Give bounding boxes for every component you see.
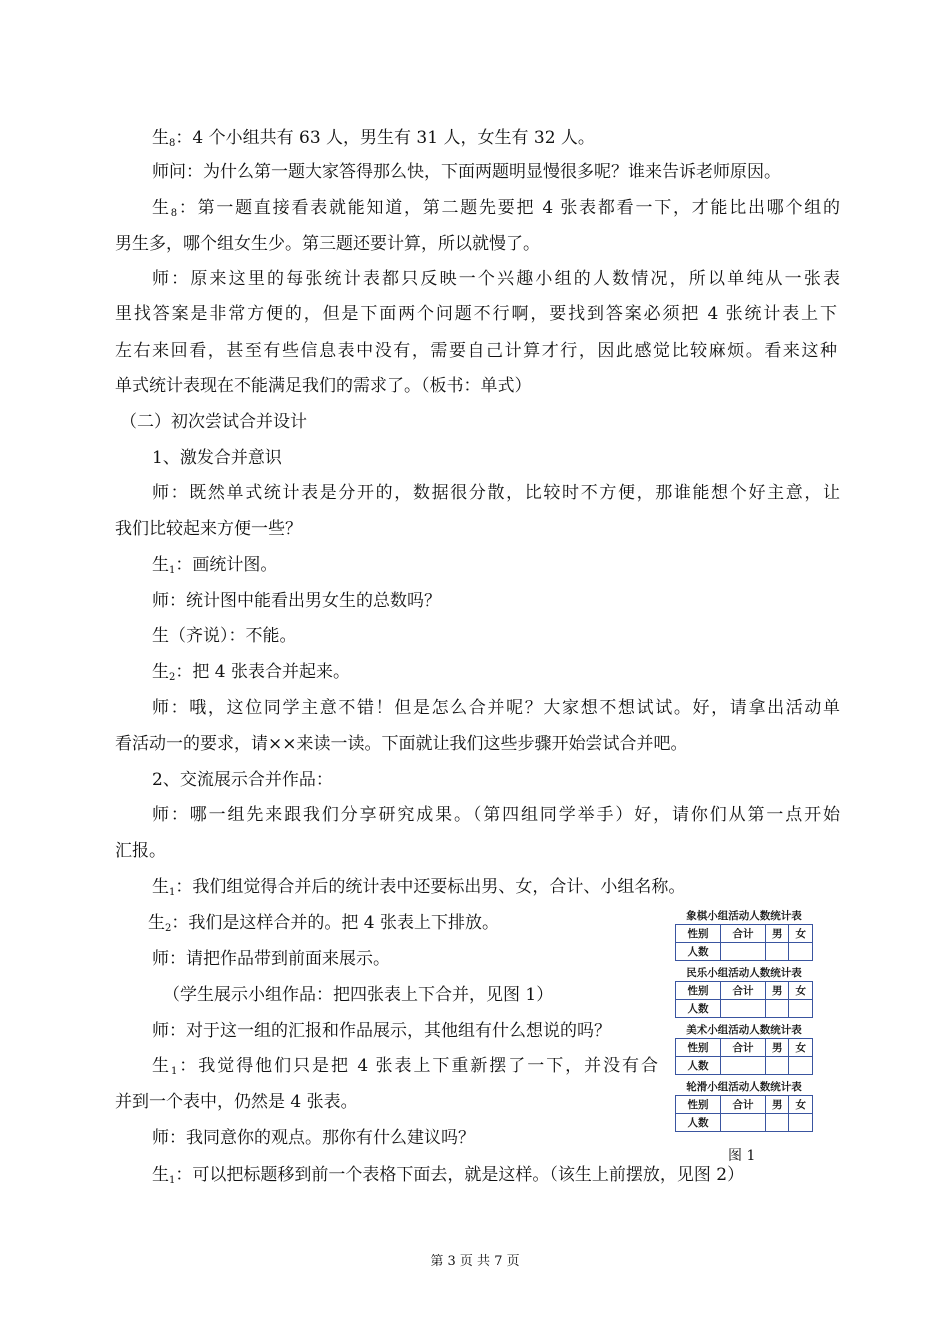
paragraph-line: 师：哪一组先来跟我们分享研究成果。（第四组同学举手）好，请你们从第一点开始 (152, 805, 840, 825)
header-cell: 男 (765, 982, 789, 1000)
paragraph-line: 生$_2$：把 4 张表合并起来。 (152, 662, 350, 683)
paragraph-line: 师：哦，这位同学主意不错！但是怎么合并呢？大家想不想试试。好，请拿出活动单 (152, 698, 840, 718)
page-footer: 第 3 页 共 7 页 (430, 1254, 520, 1269)
row-label-cell: 人数 (676, 1000, 721, 1018)
stat-table-folk-music (675, 965, 813, 1018)
table-title: 民乐小组活动人数统计表 (686, 967, 802, 979)
empty-cell (765, 1114, 789, 1132)
paragraph-line: 男生多，哪个组女生少。第三题还要计算，所以就慢了。 (115, 234, 540, 254)
paragraph-line: 生（齐说）：不能。 (152, 626, 297, 646)
paragraph-line: 汇报。 (115, 841, 166, 861)
subsection-heading: 1、激发合并意识 (152, 448, 282, 468)
header-cell: 男 (765, 1039, 789, 1057)
empty-cell (765, 1000, 789, 1018)
paragraph-line: 生$_8$：4 个小组共有 63 人，男生有 31 人，女生有 32 人。 (152, 128, 595, 149)
paragraph-line: 师：我同意你的观点。那你有什么建议吗？ (152, 1128, 475, 1148)
stat-table (675, 924, 813, 961)
paragraph-line: 生$_1$：可以把标题移到前一个表格下面去，就是这样。（该生上前摆放，见图 2） (152, 1165, 745, 1186)
paragraph-line: 生$_8$：第一题直接看表就能知道，第二题先要把 4 张表都看一下，才能比出哪个组的 (152, 198, 841, 219)
figure-1 (675, 908, 813, 1136)
paragraph-line: 生$_1$：我觉得他们只是把 4 张表上下重新摆了一下，并没有合 (152, 1056, 659, 1077)
paragraph-line: 师：原来这里的每张统计表都只反映一个兴趣小组的人数情况，所以单纯从一张表 (152, 269, 840, 289)
paragraph-line: 师：对于这一组的汇报和作品展示，其他组有什么想说的吗？ (152, 1021, 611, 1041)
paragraph-line: 看活动一的要求，请××来读一读。下面就让我们这些步骤开始尝试合并吧。 (115, 734, 688, 754)
paragraph-line: 单式统计表现在不能满足我们的需求了。（板书：单式） (115, 376, 532, 396)
figure-caption: 图 1 (728, 1148, 756, 1164)
paragraph-line: 师：请把作品带到前面来展示。 (152, 949, 390, 969)
row-label-cell: 人数 (676, 1114, 721, 1132)
row-label-cell: 人数 (676, 943, 721, 961)
empty-cell (720, 943, 765, 961)
header-cell: 合计 (720, 1039, 765, 1057)
paragraph-line: 并到一个表中，仍然是 4 张表。 (115, 1092, 358, 1112)
row-label-cell: 人数 (676, 1057, 721, 1075)
header-cell: 女 (789, 982, 813, 1000)
stat-table-chess (675, 908, 813, 961)
paragraph-line: 左右来回看，甚至有些信息表中没有，需要自己计算才行，因此感觉比较麻烦。看来这种 (115, 341, 837, 361)
paragraph-line: 师问：为什么第一题大家答得那么快，下面两题明显慢很多呢？谁来告诉老师原因。 (152, 162, 781, 182)
table-title: 象棋小组活动人数统计表 (686, 910, 802, 922)
stat-table (675, 981, 813, 1018)
stat-table (675, 1038, 813, 1075)
subsection-heading: 2、交流展示合并作品： (152, 770, 333, 790)
paragraph-line: 师：统计图中能看出男女生的总数吗？ (152, 591, 441, 611)
paragraph-line: 我们比较起来方便一些？ (115, 519, 302, 539)
header-cell: 女 (789, 925, 813, 943)
empty-cell (720, 1114, 765, 1132)
paragraph-line: 生$_2$：我们是这样合并的。把 4 张表上下排放。 (148, 913, 499, 934)
header-cell: 合计 (720, 982, 765, 1000)
header-cell: 男 (765, 1096, 789, 1114)
header-cell: 合计 (720, 925, 765, 943)
empty-cell (765, 943, 789, 961)
section-heading: （二）初次尝试合并设计 (120, 412, 307, 432)
header-cell: 性别 (676, 982, 721, 1000)
empty-cell (789, 943, 813, 961)
header-cell: 性别 (676, 925, 721, 943)
header-cell: 男 (765, 925, 789, 943)
header-cell: 合计 (720, 1096, 765, 1114)
paragraph-line: 里找答案是非常方便的，但是下面两个问题不行啊，要找到答案必须把 4 张统计表上下 (115, 304, 837, 324)
table-title: 轮滑小组活动人数统计表 (686, 1081, 802, 1093)
stat-table (675, 1095, 813, 1132)
empty-cell (720, 1000, 765, 1018)
header-cell: 女 (789, 1096, 813, 1114)
paragraph-line: （学生展示小组作品：把四张表上下合并，见图 1） (163, 985, 554, 1005)
empty-cell (789, 1114, 813, 1132)
stat-table-art (675, 1022, 813, 1075)
table-title: 美术小组活动人数统计表 (686, 1024, 802, 1036)
empty-cell (765, 1057, 789, 1075)
header-cell: 性别 (676, 1096, 721, 1114)
empty-cell (789, 1057, 813, 1075)
paragraph-line: 生$_1$：我们组觉得合并后的统计表中还要标出男、女，合计、小组名称。 (152, 877, 686, 898)
empty-cell (720, 1057, 765, 1075)
stat-table-roller-skating (675, 1079, 813, 1132)
paragraph-line: 师：既然单式统计表是分开的，数据很分散，比较时不方便，那谁能想个好主意，让 (152, 483, 840, 503)
header-cell: 女 (789, 1039, 813, 1057)
empty-cell (789, 1000, 813, 1018)
header-cell: 性别 (676, 1039, 721, 1057)
paragraph-line: 生$_1$：画统计图。 (152, 555, 278, 576)
